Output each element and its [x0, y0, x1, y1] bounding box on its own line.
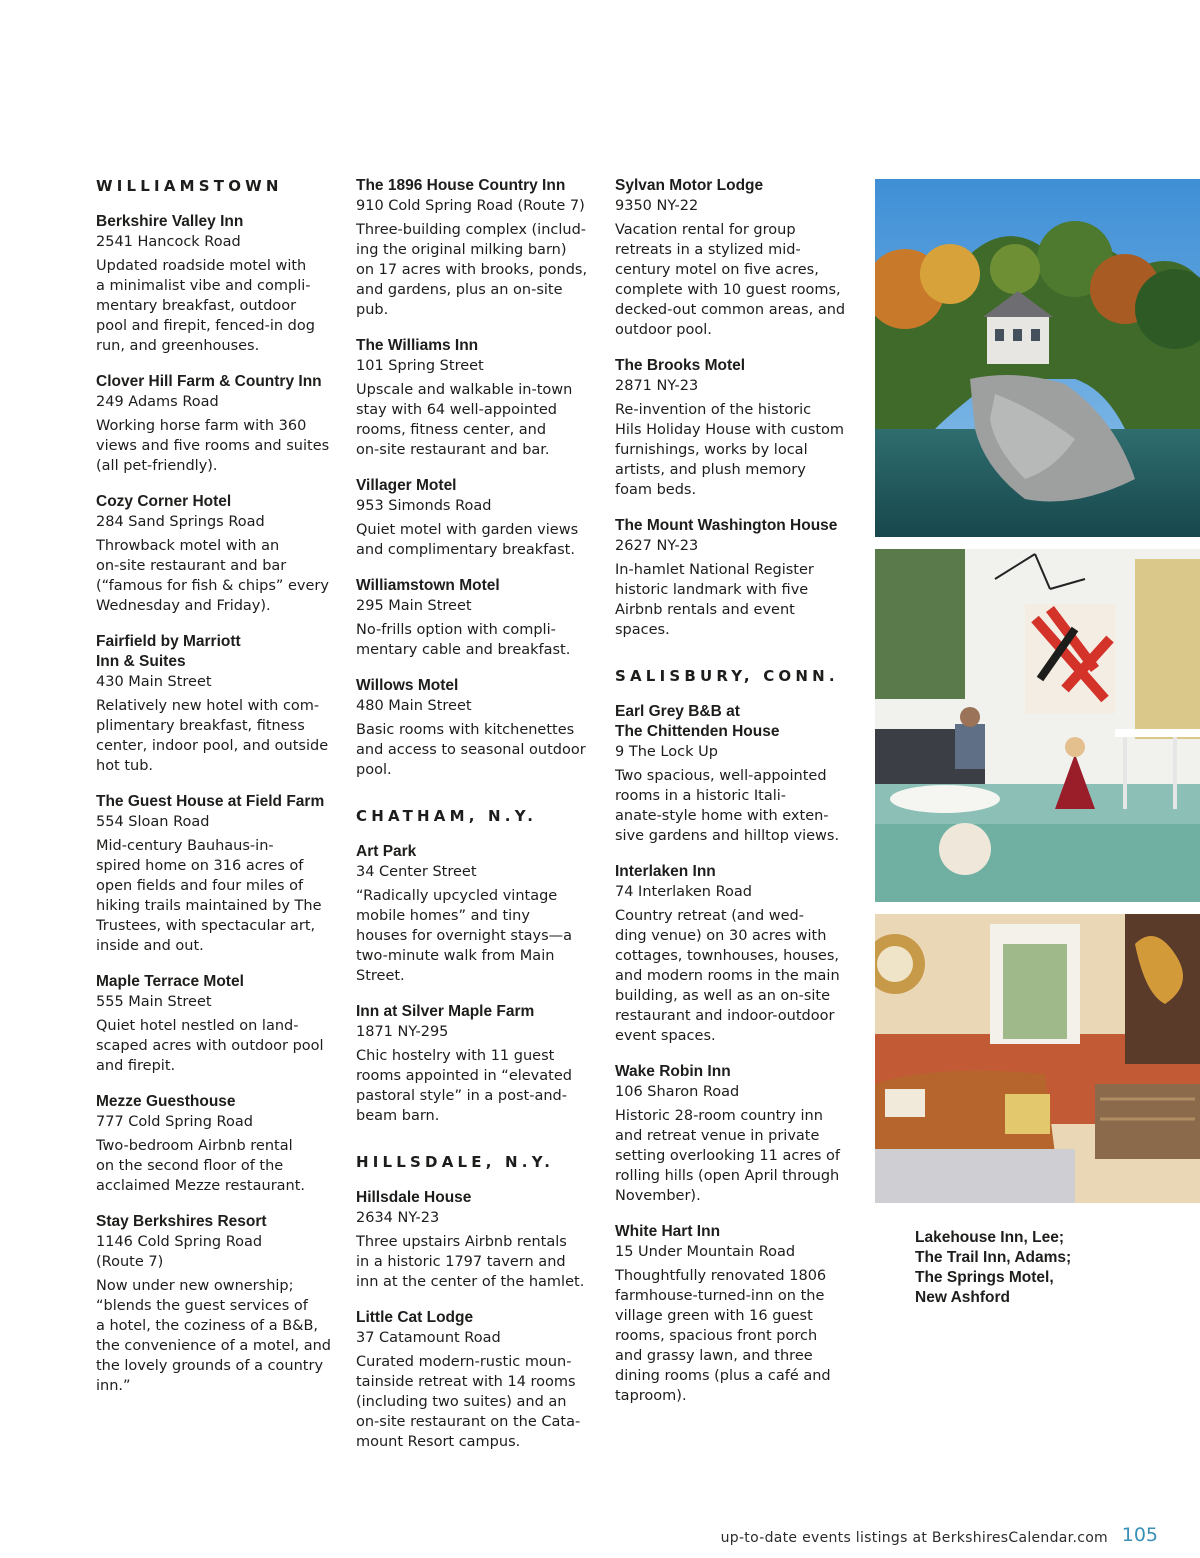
listing-description: Working horse farm with 360 views and five rooms and suites (all pet-friendly). — [96, 418, 330, 474]
listing-description: Curated modern-rustic moun- tainside retreat with 14 rooms (including two suites) and an on-site restaurant on the Cata- mount Resort campus. — [356, 1354, 581, 1450]
listing-sylvan-motor-lodge — [615, 176, 855, 340]
listing-address: 953 Simonds Road — [356, 498, 492, 514]
listing-address: 284 Sand Springs Road — [96, 514, 265, 530]
listing-description: Three upstairs Airbnb rentals in a historic 1797 tavern and inn at the center of the hamlet. — [356, 1234, 585, 1290]
listing-address: 2627 NY-23 — [615, 538, 699, 554]
listing-williamstown-motel — [356, 576, 596, 660]
photo-caption: Lakehouse Inn, Lee; The Trail Inn, Adams; The Springs Motel, New Ashford — [915, 1229, 1072, 1306]
listing-name: Wake Robin Inn — [615, 1063, 731, 1080]
listing-the-williams-inn — [356, 336, 596, 460]
listing-description: In-hamlet National Register historic landmark with five Airbnb rentals and event spaces. — [615, 562, 814, 638]
listing-description: Thoughtfully renovated 1806 farmhouse-turned-inn on the village green with 16 guest rooms, spacious front porch and grassy lawn, and three dining rooms (plus a café and taproom). — [615, 1268, 831, 1404]
listing-name: Willows Motel — [356, 677, 459, 694]
listing-description: Re-invention of the historic Hils Holiday House with custom furnishings, works by local artists, and plush memory foam beds. — [615, 402, 845, 498]
listing-mezze-guesthouse — [96, 1092, 336, 1196]
listing-the-guest-house-at-field-farm — [96, 792, 336, 956]
listing-white-hart-inn — [615, 1222, 855, 1406]
listing-description: Country retreat (and wed- ding venue) on 30 acres with cottages, townhouses, houses, and modern rooms in the main building, as well as an on-site restaurant and indoor-outdoor event spaces. — [615, 908, 840, 1044]
listing-name: The 1896 House Country Inn — [356, 177, 566, 194]
listing-description: Two-bedroom Airbnb rental on the second floor of the acclaimed Mezze restaurant. — [96, 1138, 306, 1194]
listing-interlaken-inn — [615, 862, 855, 1046]
listing-name: Inn at Silver Maple Farm — [356, 1003, 535, 1020]
listing-name: Sylvan Motor Lodge — [615, 177, 764, 194]
listing-address: 1146 Cold Spring Road (Route 7) — [96, 1234, 263, 1270]
listing-name: Hillsdale House — [356, 1189, 472, 1206]
listing-description: Two spacious, well-appointed rooms in a historic Itali- anate-style home with exten- sive gardens and hilltop views. — [615, 768, 840, 844]
listing-art-park — [356, 842, 596, 986]
listing-description: Basic rooms with kitchenettes and access to seasonal outdoor pool. — [356, 722, 586, 778]
listing-name: Little Cat Lodge — [356, 1309, 474, 1326]
listing-address: 777 Cold Spring Road — [96, 1114, 253, 1130]
page-number: 105 — [1121, 1524, 1158, 1546]
listing-address: 1871 NY-295 — [356, 1024, 449, 1040]
listing-cozy-corner-hotel — [96, 492, 336, 616]
listing-address: 2541 Hancock Road — [96, 234, 241, 250]
listing-address: 2634 NY-23 — [356, 1210, 440, 1226]
listing-fairfield-by-marriott-inn-suites — [96, 632, 336, 776]
listing-address: 2871 NY-23 — [615, 378, 699, 394]
listing-description: Relatively new hotel with com- plimentary breakfast, fitness center, indoor pool, and outside hot tub. — [96, 698, 329, 774]
listing-name: The Brooks Motel — [615, 357, 746, 374]
listing-description: Upscale and walkable in-town stay with 64 well-appointed rooms, fitness center, and on-site restaurant and bar. — [356, 382, 573, 458]
listing-name: The Mount Washington House — [615, 517, 838, 534]
lounge-room-photo — [875, 914, 1200, 1203]
listing-address: 554 Sloan Road — [96, 814, 210, 830]
listing-maple-terrace-motel — [96, 972, 336, 1076]
section-heading-hillsdale-n-y: HILLSDALE, N.Y. — [356, 1153, 555, 1171]
listing-address: 910 Cold Spring Road (Route 7) — [356, 198, 585, 214]
listing-name: The Guest House at Field Farm — [96, 793, 325, 810]
listing-earl-grey-b-b-at-the-chittenden-house — [615, 702, 855, 846]
listing-column-1 — [96, 176, 336, 1412]
listing-address: 555 Main Street — [96, 994, 212, 1010]
listing-description: Updated roadside motel with a minimalist vibe and compli- mentary breakfast, outdoor pool and firepit, fenced-in dog run, and greenhouses. — [96, 258, 315, 354]
listing-column-3 — [615, 176, 855, 1422]
lakehouse-photo — [875, 179, 1200, 537]
listing-address: 37 Catamount Road — [356, 1330, 501, 1346]
section-heading-williamstown: WILLIAMSTOWN — [96, 177, 283, 195]
listing-name: Earl Grey B&B at The Chittenden House — [615, 703, 780, 740]
listing-address: 480 Main Street — [356, 698, 472, 714]
listing-address: 9350 NY-22 — [615, 198, 699, 214]
listing-address: 106 Sharon Road — [615, 1084, 740, 1100]
listing-berkshire-valley-inn — [96, 212, 336, 356]
listing-name: Cozy Corner Hotel — [96, 493, 232, 510]
listing-description: Quiet motel with garden views and complimentary breakfast. — [356, 522, 579, 558]
listing-description: Quiet hotel nestled on land- scaped acres with outdoor pool and firepit. — [96, 1018, 324, 1074]
listing-description: No-frills option with compli- mentary cable and breakfast. — [356, 622, 571, 658]
listing-description: Historic 28-room country inn and retreat venue in private setting overlooking 11 acres of rolling hills (open April through November). — [615, 1108, 841, 1204]
listing-address: 101 Spring Street — [356, 358, 484, 374]
section-heading-salisbury-conn: SALISBURY, CONN. — [615, 667, 839, 685]
listing-address: 34 Center Street — [356, 864, 477, 880]
listing-hillsdale-house — [356, 1188, 596, 1292]
footer-url: up-to-date events listings at BerkshiresCalendar.com — [720, 1530, 1108, 1546]
listing-name: Stay Berkshires Resort — [96, 1213, 267, 1230]
listing-address: 430 Main Street — [96, 674, 212, 690]
listing-the-brooks-motel — [615, 356, 855, 500]
listing-description: “Radically upcycled vintage mobile homes” and tiny houses for overnight stays—a two-minute walk from Main Street. — [356, 888, 573, 984]
listing-name: White Hart Inn — [615, 1223, 721, 1240]
listing-name: The Williams Inn — [356, 337, 479, 354]
listing-name: Williamstown Motel — [356, 577, 500, 594]
listing-stay-berkshires-resort — [96, 1212, 336, 1396]
listing-wake-robin-inn — [615, 1062, 855, 1206]
listing-name: Fairfield by Marriott Inn & Suites — [96, 633, 241, 670]
listing-name: Mezze Guesthouse — [96, 1093, 236, 1110]
listing-name: Interlaken Inn — [615, 863, 716, 880]
listing-description: Vacation rental for group retreats in a stylized mid- century motel on five acres, complete with 10 guest rooms, decked-out common areas, and outdoor pool. — [615, 222, 846, 338]
listing-name: Berkshire Valley Inn — [96, 213, 244, 230]
listing-inn-at-silver-maple-farm — [356, 1002, 596, 1126]
listing-description: Now under new ownership; “blends the guest services of a hotel, the coziness of a B&B, the convenience of a motel, and the lovely grounds of a country inn.” — [96, 1278, 331, 1394]
listing-name: Maple Terrace Motel — [96, 973, 244, 990]
living-room-photo — [875, 549, 1200, 902]
listing-the-1896-house-country-inn — [356, 176, 596, 320]
listing-address: 9 The Lock Up — [615, 744, 718, 760]
listing-address: 74 Interlaken Road — [615, 884, 752, 900]
listing-willows-motel — [356, 676, 596, 780]
listing-name: Clover Hill Farm & Country Inn — [96, 373, 322, 390]
listing-little-cat-lodge — [356, 1308, 596, 1452]
listing-address: 249 Adams Road — [96, 394, 219, 410]
listing-clover-hill-farm-country-inn — [96, 372, 336, 476]
listing-address: 15 Under Mountain Road — [615, 1244, 796, 1260]
listing-villager-motel — [356, 476, 596, 560]
listing-name: Villager Motel — [356, 477, 457, 494]
listing-description: Mid-century Bauhaus-in- spired home on 316 acres of open fields and four miles of hiking trails maintained by The Trustees, with spectacular art, inside and out. — [96, 838, 322, 954]
listing-description: Three-building complex (includ- ing the original milking barn) on 17 acres with brooks, ponds, and gardens, plus an on-site pub. — [356, 222, 588, 318]
listing-description: Chic hostelry with 11 guest rooms appointed in “elevated pastoral style” in a post-and- beam barn. — [356, 1048, 572, 1124]
listing-column-2 — [356, 176, 596, 1468]
listing-name: Art Park — [356, 843, 417, 860]
listing-address: 295 Main Street — [356, 598, 472, 614]
listing-the-mount-washington-house — [615, 516, 855, 640]
section-heading-chatham-n-y: CHATHAM, N.Y. — [356, 807, 538, 825]
listing-description: Throwback motel with an on-site restaurant and bar (“famous for fish & chips” every Wednesday and Friday). — [96, 538, 329, 614]
